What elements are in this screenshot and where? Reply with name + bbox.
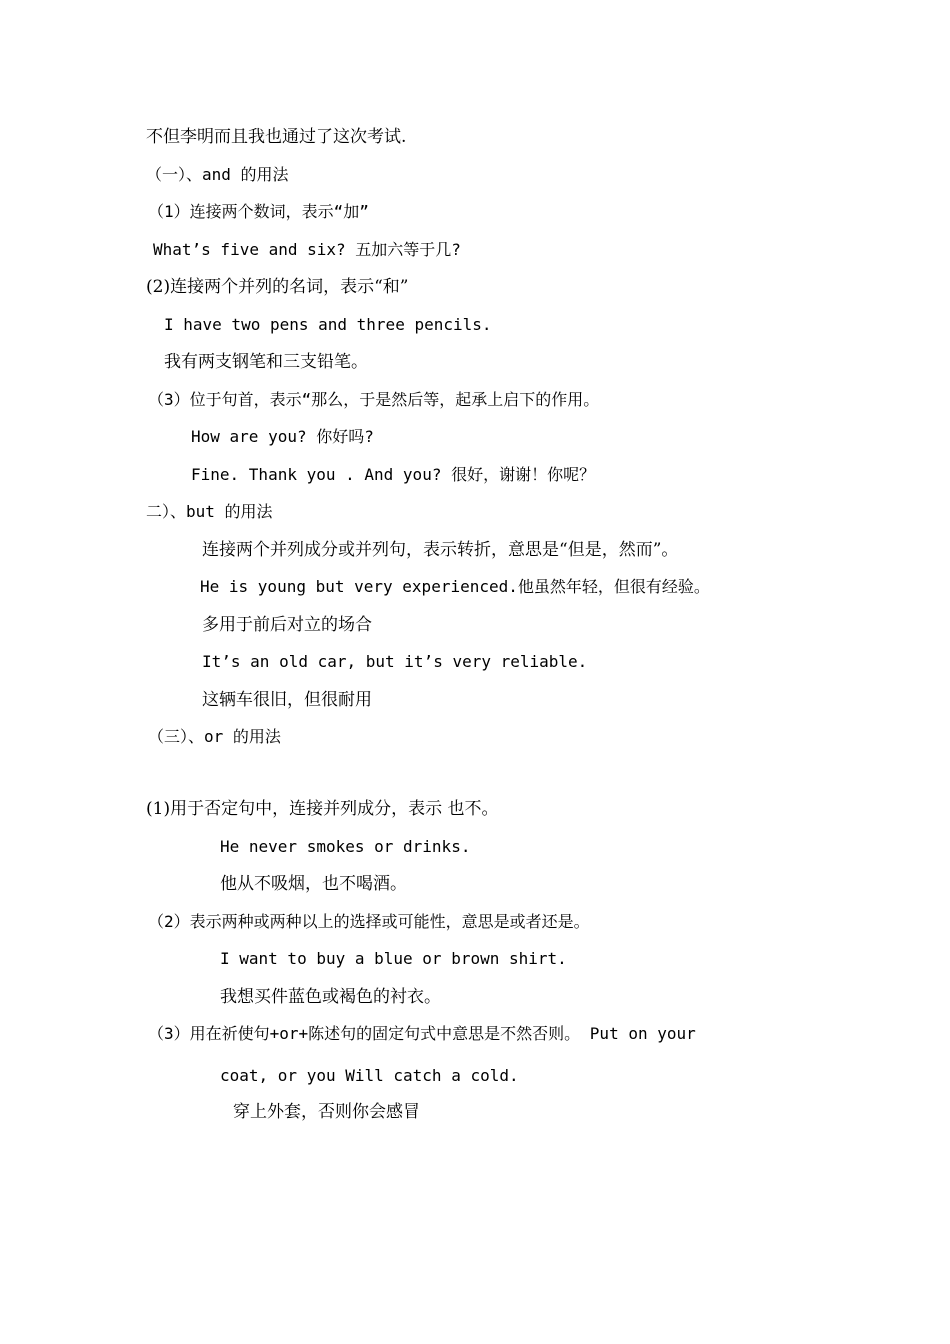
text-line-or-example-2: I want to buy a blue or brown shirt. xyxy=(220,949,567,968)
text-line-or-rule-1: (1)用于否定句中，连接并列成分，表示 也不。 xyxy=(146,799,499,819)
text-line-or-rule-3: （3）用在祈使句+or+陈述句的固定句式中意思是不然否则。 Put on your xyxy=(148,1024,696,1043)
text-line-exam-sentence: 不但李明而且我也通过了这次考试. xyxy=(146,127,407,147)
text-line-but-translation-2: 这辆车很旧，但很耐用 xyxy=(202,690,372,710)
text-line-and-example-2: I have two pens and three pencils. xyxy=(164,315,492,334)
text-line-but-example-2: It’s an old car, but it’s very reliable. xyxy=(202,652,588,671)
heading-or-usage: （三）、or 的用法 xyxy=(148,727,281,746)
text-line-but-note: 多用于前后对立的场合 xyxy=(202,615,372,635)
text-line-and-translation-2: 我有两支钢笔和三支铅笔。 xyxy=(164,352,368,372)
text-line-and-example-3a: How are you? 你好吗? xyxy=(191,427,374,446)
text-line-but-rule: 连接两个并列成分或并列句，表示转折，意思是“但是，然而”。 xyxy=(202,540,679,560)
text-line-but-example-1: He is young but very experienced.他虽然年轻，但很有经验。 xyxy=(200,577,710,596)
heading-and-usage: （一）、and 的用法 xyxy=(146,165,289,184)
text-line-and-rule-2: (2)连接两个并列的名词，表示“和” xyxy=(146,277,409,297)
text-line-or-example-3: coat, or you Will catch a cold. xyxy=(220,1066,519,1085)
text-line-or-example-1: He never smokes or drinks. xyxy=(220,837,471,856)
text-line-and-example-1: What’s five and six? 五加六等于几? xyxy=(153,240,461,259)
text-line-or-rule-2: （2）表示两种或两种以上的选择或可能性，意思是或者还是。 xyxy=(148,912,590,931)
text-line-or-translation-3: 穿上外套，否则你会感冒 xyxy=(233,1102,420,1122)
text-line-or-translation-2: 我想买件蓝色或褐色的衬衣。 xyxy=(220,987,441,1007)
heading-but-usage: 二）、but 的用法 xyxy=(146,502,273,521)
text-line-and-rule-1: （1）连接两个数词，表示“加” xyxy=(148,202,369,221)
text-line-or-translation-1: 他从不吸烟，也不喝酒。 xyxy=(220,874,407,894)
text-line-and-rule-3: （3）位于句首，表示“那么，于是然后等，起承上启下的作用。 xyxy=(148,390,600,409)
text-line-and-example-3b: Fine. Thank you . And you? 很好，谢谢！你呢？ xyxy=(191,465,596,484)
